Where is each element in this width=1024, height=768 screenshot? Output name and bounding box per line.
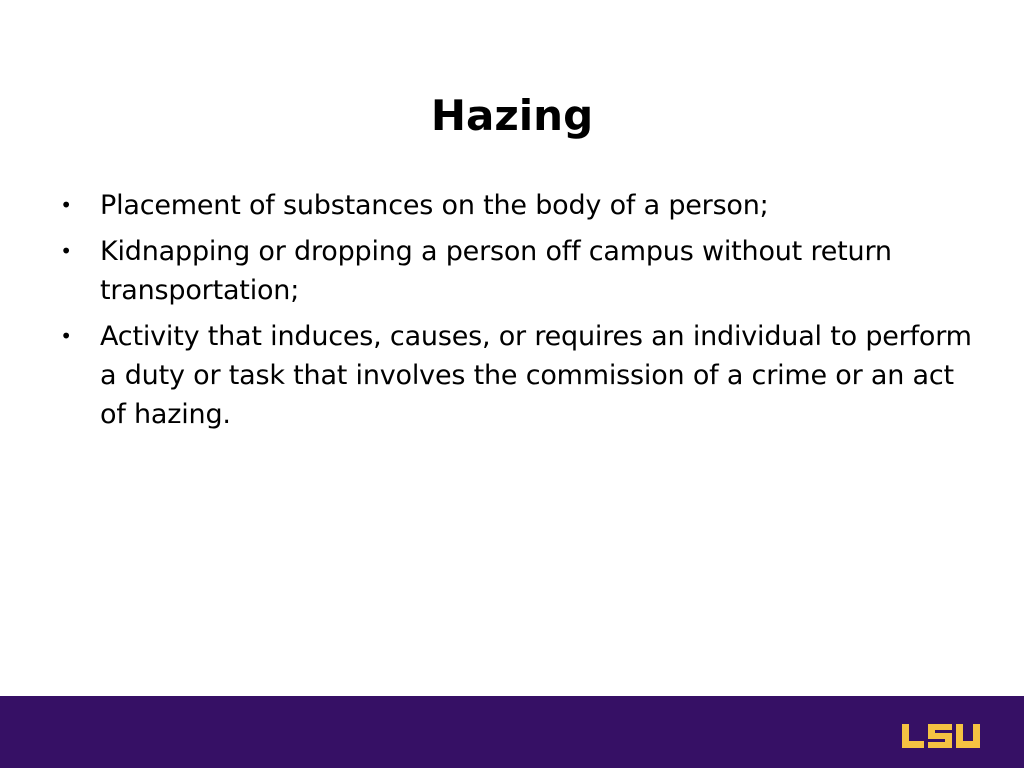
bullet-item xyxy=(56,232,976,310)
lsu-logo xyxy=(902,724,980,748)
bullet-text: Activity that induces, causes, or requires an individual to perform a duty or task that involves the commission of a crime or an act of hazing. xyxy=(100,321,972,430)
bullet-list xyxy=(56,186,976,441)
bullet-text: Kidnapping or dropping a person off campus without return transportation; xyxy=(100,236,892,306)
lsu-logo-letters xyxy=(902,724,980,748)
bullet-item xyxy=(56,186,976,225)
bullet-text: Placement of substances on the body of a person; xyxy=(100,190,769,221)
bullet-item xyxy=(56,317,976,434)
footer-bar xyxy=(0,696,1024,768)
slide-title: Hazing xyxy=(430,91,594,140)
bullet-marker: • xyxy=(60,239,72,263)
bullet-marker: • xyxy=(60,324,72,348)
bullet-marker: • xyxy=(60,193,72,217)
